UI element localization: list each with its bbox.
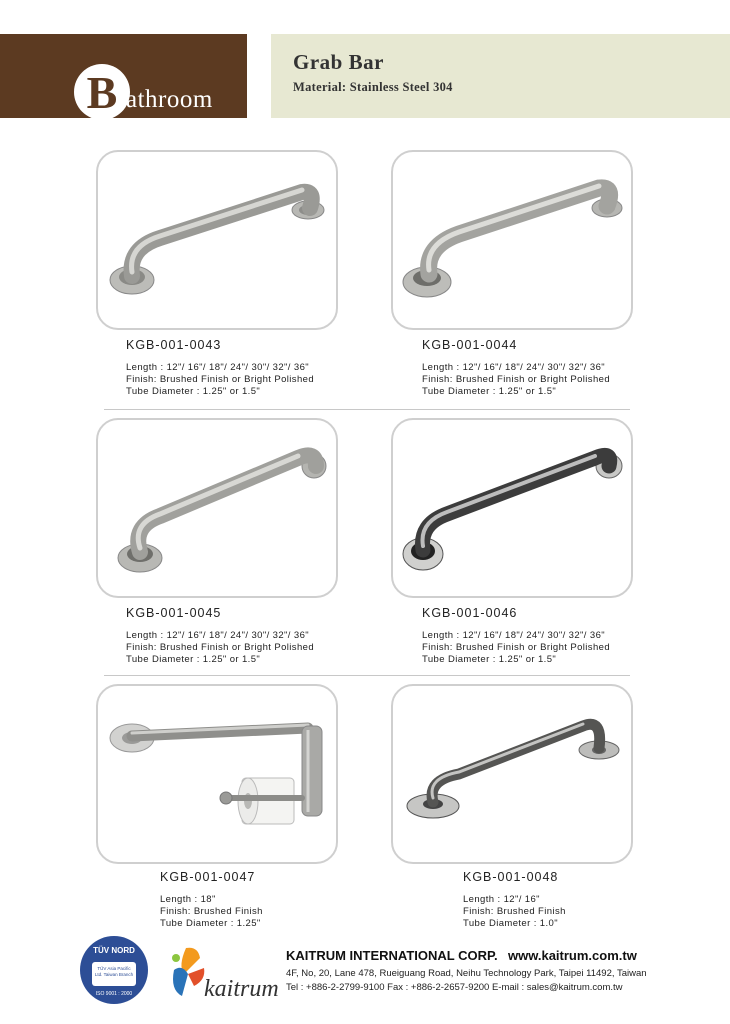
product-model: KGB-001-0048 <box>463 870 559 884</box>
grab-bar-image <box>393 420 631 596</box>
grab-bar-with-roll-holder-image <box>98 686 336 862</box>
product-image-card <box>391 684 633 864</box>
product-diameter: Tube Diameter : 1.25" or 1.5" <box>126 386 261 397</box>
grab-bar-image <box>98 420 336 596</box>
product-finish: Finish: Brushed Finish or Bright Polished <box>422 642 611 653</box>
product-diameter: Tube Diameter : 1.0" <box>463 918 558 929</box>
tuv-logo-name: TÜV NORD <box>93 946 135 955</box>
company-contact: Tel : +886-2-2799-9100 Fax : +886-2-2657-9200 E-mail : sales@kaitrum.com.tw <box>286 982 623 993</box>
product-diameter: Tube Diameter : 1.25" or 1.5" <box>422 386 557 397</box>
product-diameter: Tube Diameter : 1.25" <box>160 918 261 929</box>
tuv-logo-iso: ISO 9001 : 2000 <box>95 991 133 997</box>
brand-word: athroom <box>126 86 213 113</box>
product-image-card <box>96 150 338 330</box>
product-finish: Finish: Brushed Finish or Bright Polished <box>422 374 611 385</box>
product-finish: Finish: Brushed Finish or Bright Polished <box>126 642 315 653</box>
product-model: KGB-001-0047 <box>160 870 256 884</box>
product-model: KGB-001-0044 <box>422 338 518 352</box>
product-finish: Finish: Brushed Finish <box>463 906 566 917</box>
product-model: KGB-001-0045 <box>126 606 222 620</box>
product-length: Length : 12"/ 16"/ 18"/ 24"/ 30"/ 32"/ 36" <box>126 362 310 373</box>
product-finish: Finish: Brushed Finish <box>160 906 263 917</box>
product-length: Length : 18" <box>160 894 216 905</box>
product-length: Length : 12"/ 16"/ 18"/ 24"/ 30"/ 32"/ 36" <box>422 630 606 641</box>
product-finish: Finish: Brushed Finish or Bright Polished <box>126 374 315 385</box>
product-image-card <box>96 684 338 864</box>
company-name: KAITRUM INTERNATIONAL CORP. <box>286 948 498 963</box>
company-address: 4F, No, 20, Lane 478, Rueiguang Road, Neihu Technology Park, Taipei 11492, Taiwan <box>286 968 647 979</box>
kaitrum-logo-wordmark: kaitrum <box>204 976 279 1002</box>
product-length: Length : 12"/ 16"/ 18"/ 24"/ 30"/ 32"/ 36" <box>422 362 606 373</box>
product-length: Length : 12"/ 16" <box>463 894 540 905</box>
grab-bar-image <box>393 686 631 862</box>
company-website[interactable]: www.kaitrum.com.tw <box>508 948 637 963</box>
brand-subtitle: Accessories <box>151 116 229 132</box>
product-diameter: Tube Diameter : 1.25" or 1.5" <box>422 654 557 665</box>
title-banner <box>271 34 730 118</box>
brand-banner <box>0 34 247 132</box>
product-image-card <box>391 418 633 598</box>
product-model: KGB-001-0046 <box>422 606 518 620</box>
product-model: KGB-001-0043 <box>126 338 222 352</box>
section-divider <box>104 409 630 410</box>
grab-bar-image <box>393 152 631 328</box>
grab-bar-image <box>98 152 336 328</box>
product-image-card <box>391 150 633 330</box>
page-title: Grab Bar <box>293 50 384 74</box>
section-divider <box>104 675 630 676</box>
tuv-logo-subtext: TÜV Asia Pacific Ltd. Taiwan Branch <box>94 966 134 977</box>
product-diameter: Tube Diameter : 1.25" or 1.5" <box>126 654 261 665</box>
product-image-card <box>96 418 338 598</box>
product-length: Length : 12"/ 16"/ 18"/ 24"/ 30"/ 32"/ 36" <box>126 630 310 641</box>
material-line: Material: Stainless Steel 304 <box>293 80 453 94</box>
kaitrum-logo-icon <box>168 944 208 1000</box>
brand-letter: B <box>86 67 118 118</box>
